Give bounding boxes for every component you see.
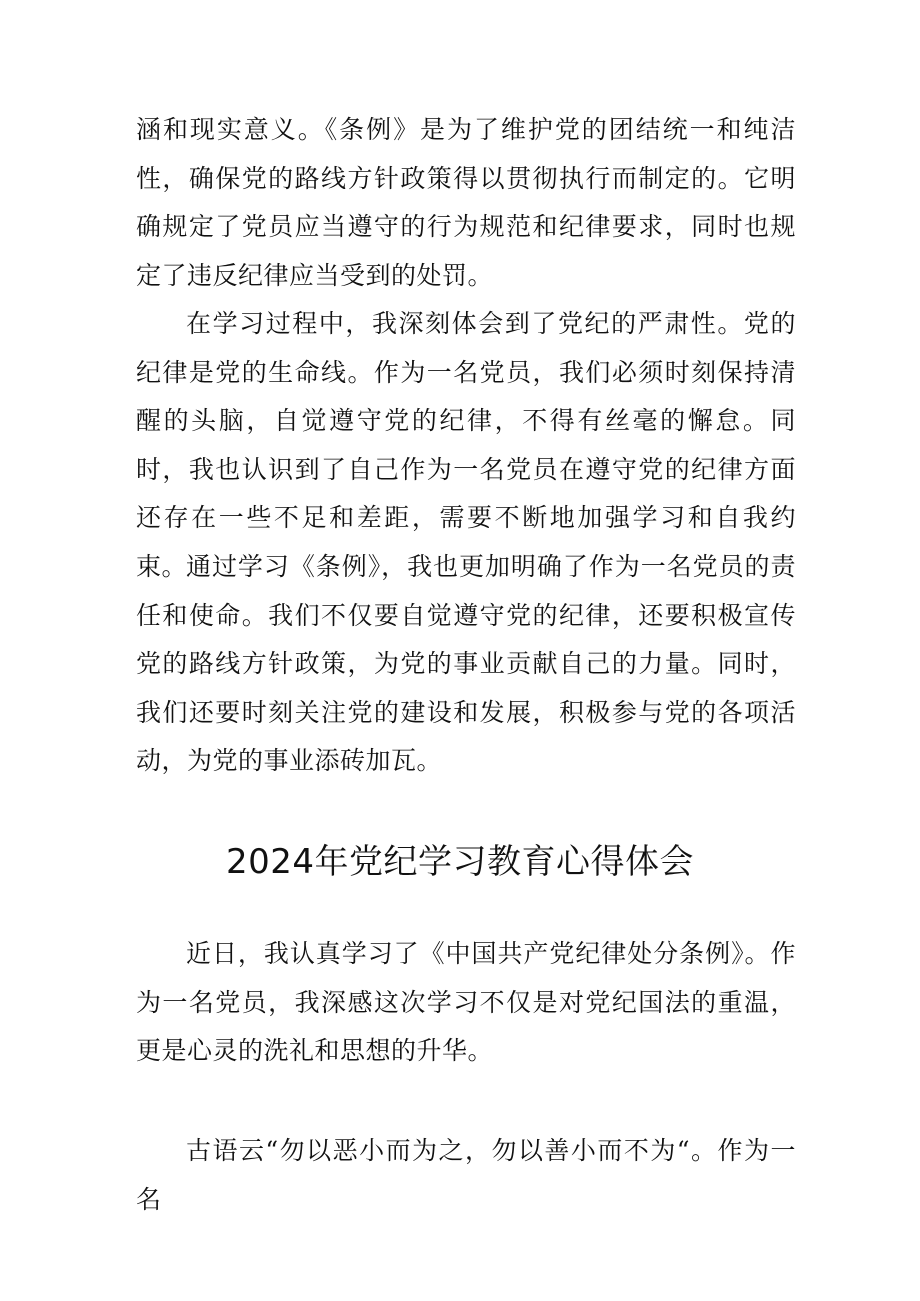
paragraph-continuation: 涵和现实意义。《条例》是为了维护党的团结统一和纯洁性，确保党的路线方针政策得以贯彻执行而制定的。它明确规定了党员应当遵守的行为规范和纪律要求，同时也规定了违反纪律应当受到的处罚。 (136, 115, 796, 290)
paragraph-study-reflection: 在学习过程中，我深刻体会到了党纪的严肃性。党的纪律是党的生命线。作为一名党员，我们必须时刻保持清醒的头脑，自觉遵守党的纪律，不得有丝毫的懈怠。同时，我也认识到了自己作为一名党员在遵守党的纪律方面还存在一些不足和差距，需要不断地加强学习和自我约束。 (136, 309, 796, 581)
paragraph-responsibility: 通过学习《条例》，我也更加明确了作为一名党员的责任和使命。我们不仅要自觉遵守党的纪律，还要积极宣传党的路线方针政策，为党的事业贡献自己的力量。同时，我们还要时刻关注党的建设和发展，积极参与党的各项活动，为党的事业添砖加瓦。 (136, 552, 796, 775)
document-title: 2024年党纪学习教育心得体会 (225, 842, 695, 882)
paragraph-intro: 近日，我认真学习了《中国共产党纪律处分条例》。作为一名党员，我深感这次学习不仅是对党纪国法的重温，更是心灵的洗礼和思想的升华。 (136, 939, 796, 1065)
paragraph-proverb: 古语云“勿以恶小而为之，勿以善小而不为“。作为一名 (136, 1136, 796, 1214)
